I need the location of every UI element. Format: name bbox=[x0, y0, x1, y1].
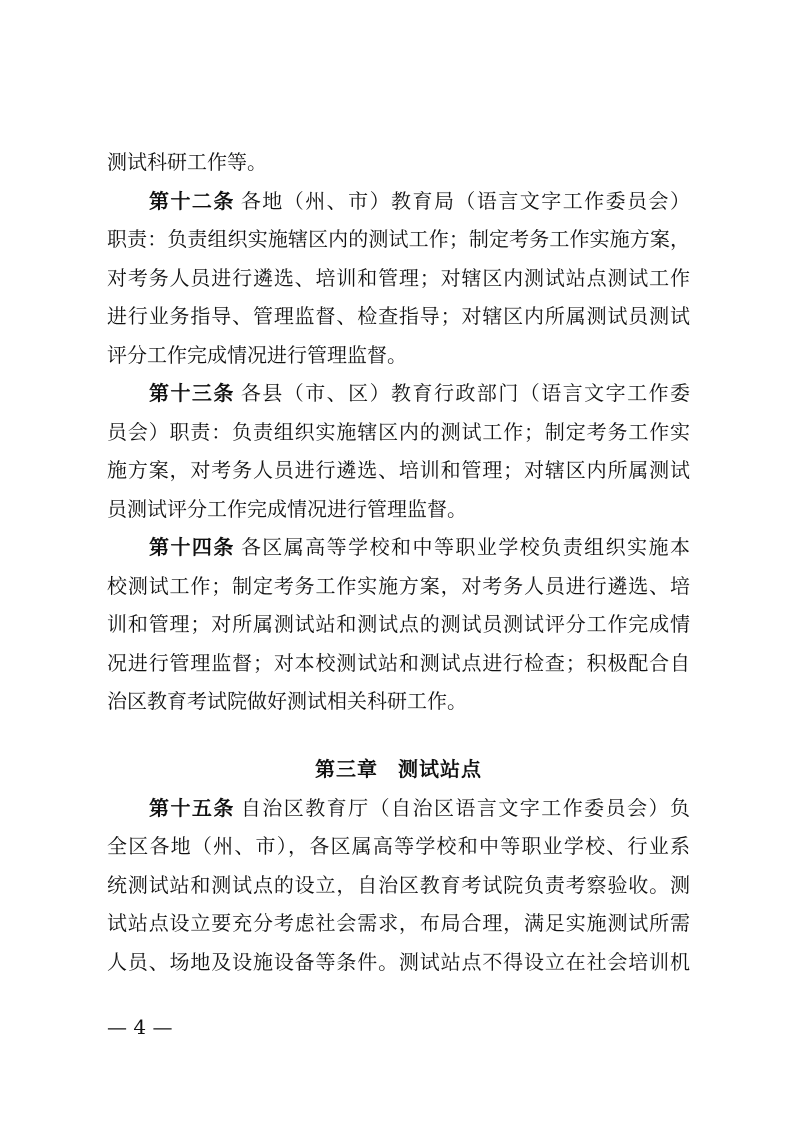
line-text: 进行业务指导、管理监督、检查指导；对辖区内所属测试员测试 bbox=[107, 304, 690, 328]
line-text: 各地（州、市）教育局（语言文字工作委员会） bbox=[240, 188, 691, 213]
line-text: 各县（市、区）教育行政部门（语言文字工作委 bbox=[240, 381, 691, 405]
text-line bbox=[107, 182, 690, 221]
text-line bbox=[107, 528, 690, 567]
text-line bbox=[107, 567, 690, 606]
article-number: 第十五条 bbox=[149, 795, 235, 820]
text-line bbox=[107, 413, 690, 452]
line-text: 施方案，对考务人员进行遴选、培训和管理；对辖区内所属测试 bbox=[107, 458, 690, 482]
text-line bbox=[107, 644, 690, 683]
text-line bbox=[107, 451, 690, 490]
line-text: 员测试评分工作完成情况进行管理监督。 bbox=[107, 496, 467, 521]
line-text: 试站点设立要充分考虑社会需求，布局合理，满足实施测试所需 bbox=[107, 911, 690, 935]
line-text: 治区教育考试院做好测试相关科研工作。 bbox=[107, 689, 467, 713]
chapter-spacer bbox=[107, 721, 690, 749]
text-line bbox=[107, 143, 690, 182]
article-number: 第十三条 bbox=[149, 381, 235, 405]
paragraph bbox=[107, 143, 690, 182]
text-line bbox=[107, 374, 690, 413]
document-body bbox=[107, 143, 690, 981]
line-text: 统测试站和测试点的设立，自治区教育考试院负责考察验收。测 bbox=[107, 872, 690, 897]
text-line bbox=[107, 605, 690, 644]
text-line bbox=[107, 220, 690, 259]
text-line bbox=[107, 297, 690, 336]
chapter-title: 测试站点 bbox=[398, 756, 482, 781]
text-line bbox=[107, 866, 690, 905]
text-line bbox=[107, 943, 690, 982]
article-number: 第十四条 bbox=[149, 535, 235, 559]
text-line bbox=[107, 259, 690, 298]
text-line bbox=[107, 789, 690, 828]
line-text: 自治区教育厅（自治区语言文字工作委员会）负 bbox=[240, 795, 691, 820]
article-paragraph bbox=[107, 374, 690, 528]
line-text: 全区各地（州、市），各区属高等学校和中等职业学校、行业系 bbox=[107, 834, 690, 858]
article-paragraph bbox=[107, 789, 690, 982]
page-number: — 4 — bbox=[107, 1015, 173, 1039]
line-text: 员会）职责：负责组织实施辖区内的测试工作；制定考务工作实 bbox=[107, 419, 690, 444]
line-text: 校测试工作；制定考务工作实施方案，对考务人员进行遴选、培 bbox=[107, 573, 690, 598]
line-text: 对考务人员进行遴选、培训和管理；对辖区内测试站点测试工作 bbox=[107, 265, 690, 290]
text-line bbox=[107, 490, 690, 529]
article-paragraph bbox=[107, 528, 690, 721]
line-text: 人员、场地及设施设备等条件。测试站点不得设立在社会培训机 bbox=[107, 949, 690, 974]
line-text: 职责：负责组织实施辖区内的测试工作；制定考务工作实施方案， bbox=[107, 227, 690, 251]
chapter-heading bbox=[107, 749, 690, 789]
text-line bbox=[107, 827, 690, 866]
text-line bbox=[107, 336, 690, 375]
line-text: 测试科研工作等。 bbox=[107, 150, 267, 174]
text-line bbox=[107, 682, 690, 721]
chapter-number: 第三章 bbox=[315, 756, 378, 781]
article-number: 第十二条 bbox=[149, 188, 235, 213]
line-text: 评分工作完成情况进行管理监督。 bbox=[107, 342, 407, 367]
line-text: 况进行管理监督；对本校测试站和测试点进行检查；积极配合自 bbox=[107, 650, 690, 675]
article-paragraph bbox=[107, 182, 690, 375]
line-text: 各区属高等学校和中等职业学校负责组织实施本 bbox=[240, 535, 691, 559]
text-line bbox=[107, 904, 690, 943]
line-text: 训和管理；对所属测试站和测试点的测试员测试评分工作完成情 bbox=[107, 612, 690, 636]
